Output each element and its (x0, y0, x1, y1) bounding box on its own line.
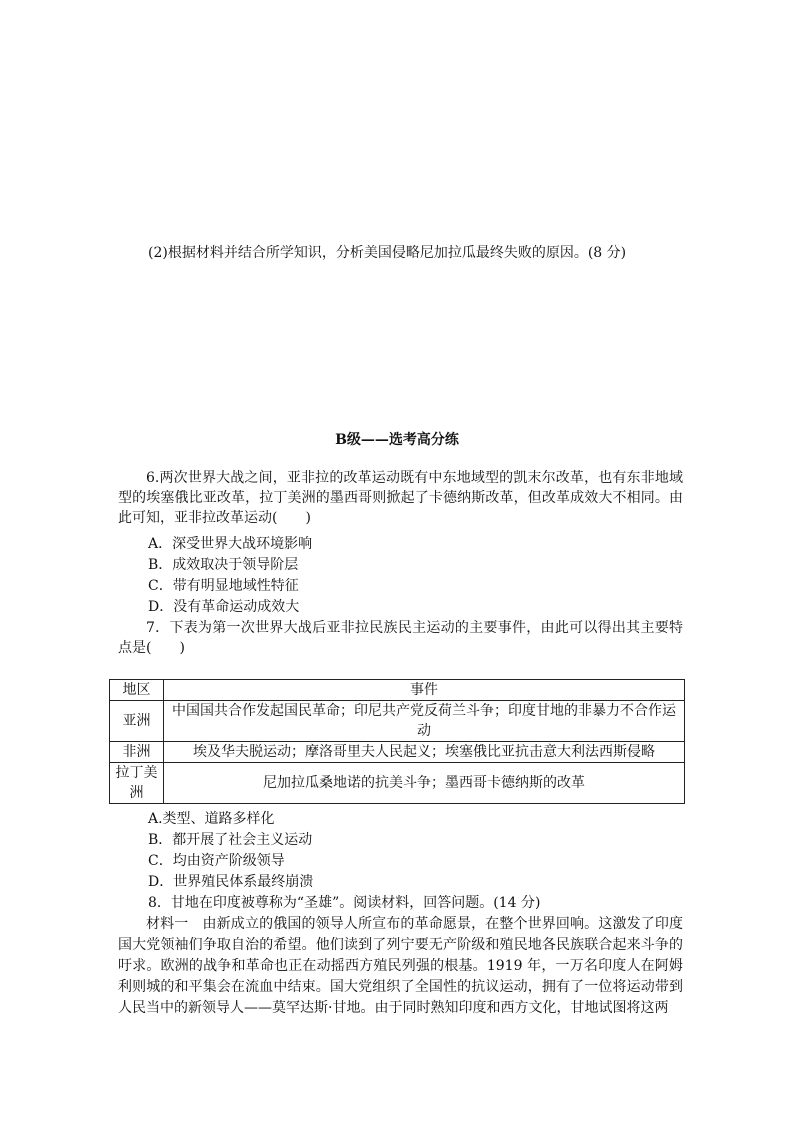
q7-option-d: D．世界殖民体系最终崩溃 (148, 874, 314, 890)
q7-option-a: A.类型、道路多样化 (148, 811, 275, 827)
question-2-part: (2)根据材料并结合所学知识，分析美国侵略尼加拉瓜最终失败的原因。(8 分) (148, 245, 627, 261)
table-cell-event: 中国国共合作发起国民革命；印尼共产党反荷兰斗争；印度甘地的非暴力不合作运动 (164, 701, 685, 742)
table-header-event: 事件 (164, 680, 685, 701)
table-header-row (110, 680, 685, 701)
table-cell-region: 非洲 (110, 742, 164, 763)
q7-option-b: B．都开展了社会主义运动 (148, 832, 313, 848)
section-title: B级——选考高分练 (335, 432, 459, 448)
table-cell-region: 亚洲 (110, 701, 164, 742)
table-header-region: 地区 (110, 680, 164, 701)
table-cell-event: 尼加拉瓜桑地诺的抗美斗争；墨西哥卡德纳斯的改革 (164, 763, 685, 804)
question-6-stem: 6.两次世界大战之间，亚非拉的改革运动既有中东地域型的凯末尔改革，也有东非地域型的埃塞俄比亚改革，拉丁美洲的墨西哥则掀起了卡德纳斯改革，但改革成效大不相同。由此可知，亚非拉改革运动( ) (118, 470, 683, 526)
question-8-stem: 8．甘地在印度被尊称为“圣雄”。阅读材料，回答问题。(14 分) (148, 895, 541, 911)
events-table (109, 679, 685, 804)
table-row (110, 763, 685, 804)
table-row (110, 742, 685, 763)
question-8-material-1: 材料一 由新成立的俄国的领导人所宣布的革命愿景，在整个世界回响。这激发了印度国大党领袖们争取自治的希望。他们读到了列宁要无产阶级和殖民地各民族联合起来斗争的吁求。欧洲的战争和革命也正在动摇西方殖民列强的根基。1919 年，一万名印度人在阿姆利则城的和平集会在流血中结束。国大党组织了全国性的抗议运动，拥有了一位将运动带到人民当中的新领导人——莫罕达斯·甘地。由于同时熟知印度和西方文化，甘地试图将这两 (118, 916, 683, 1016)
table-row (110, 701, 685, 742)
q6-option-c: C．带有明显地域性特征 (148, 578, 299, 594)
q6-option-b: B．成效取决于领导阶层 (148, 557, 299, 573)
table-cell-event: 埃及华夫脱运动；摩洛哥里夫人民起义；埃塞俄比亚抗击意大利法西斯侵略 (164, 742, 685, 763)
table-cell-region: 拉丁美洲 (110, 763, 164, 804)
q6-option-d: D．没有革命运动成效大 (148, 599, 300, 615)
q7-option-c: C．均由资产阶级领导 (148, 853, 285, 869)
question-7-stem: 7．下表为第一次世界大战后亚非拉民族民主运动的主要事件，由此可以得出其主要特点是( ) (118, 620, 683, 656)
q6-option-a: A．深受世界大战环境影响 (148, 536, 313, 552)
